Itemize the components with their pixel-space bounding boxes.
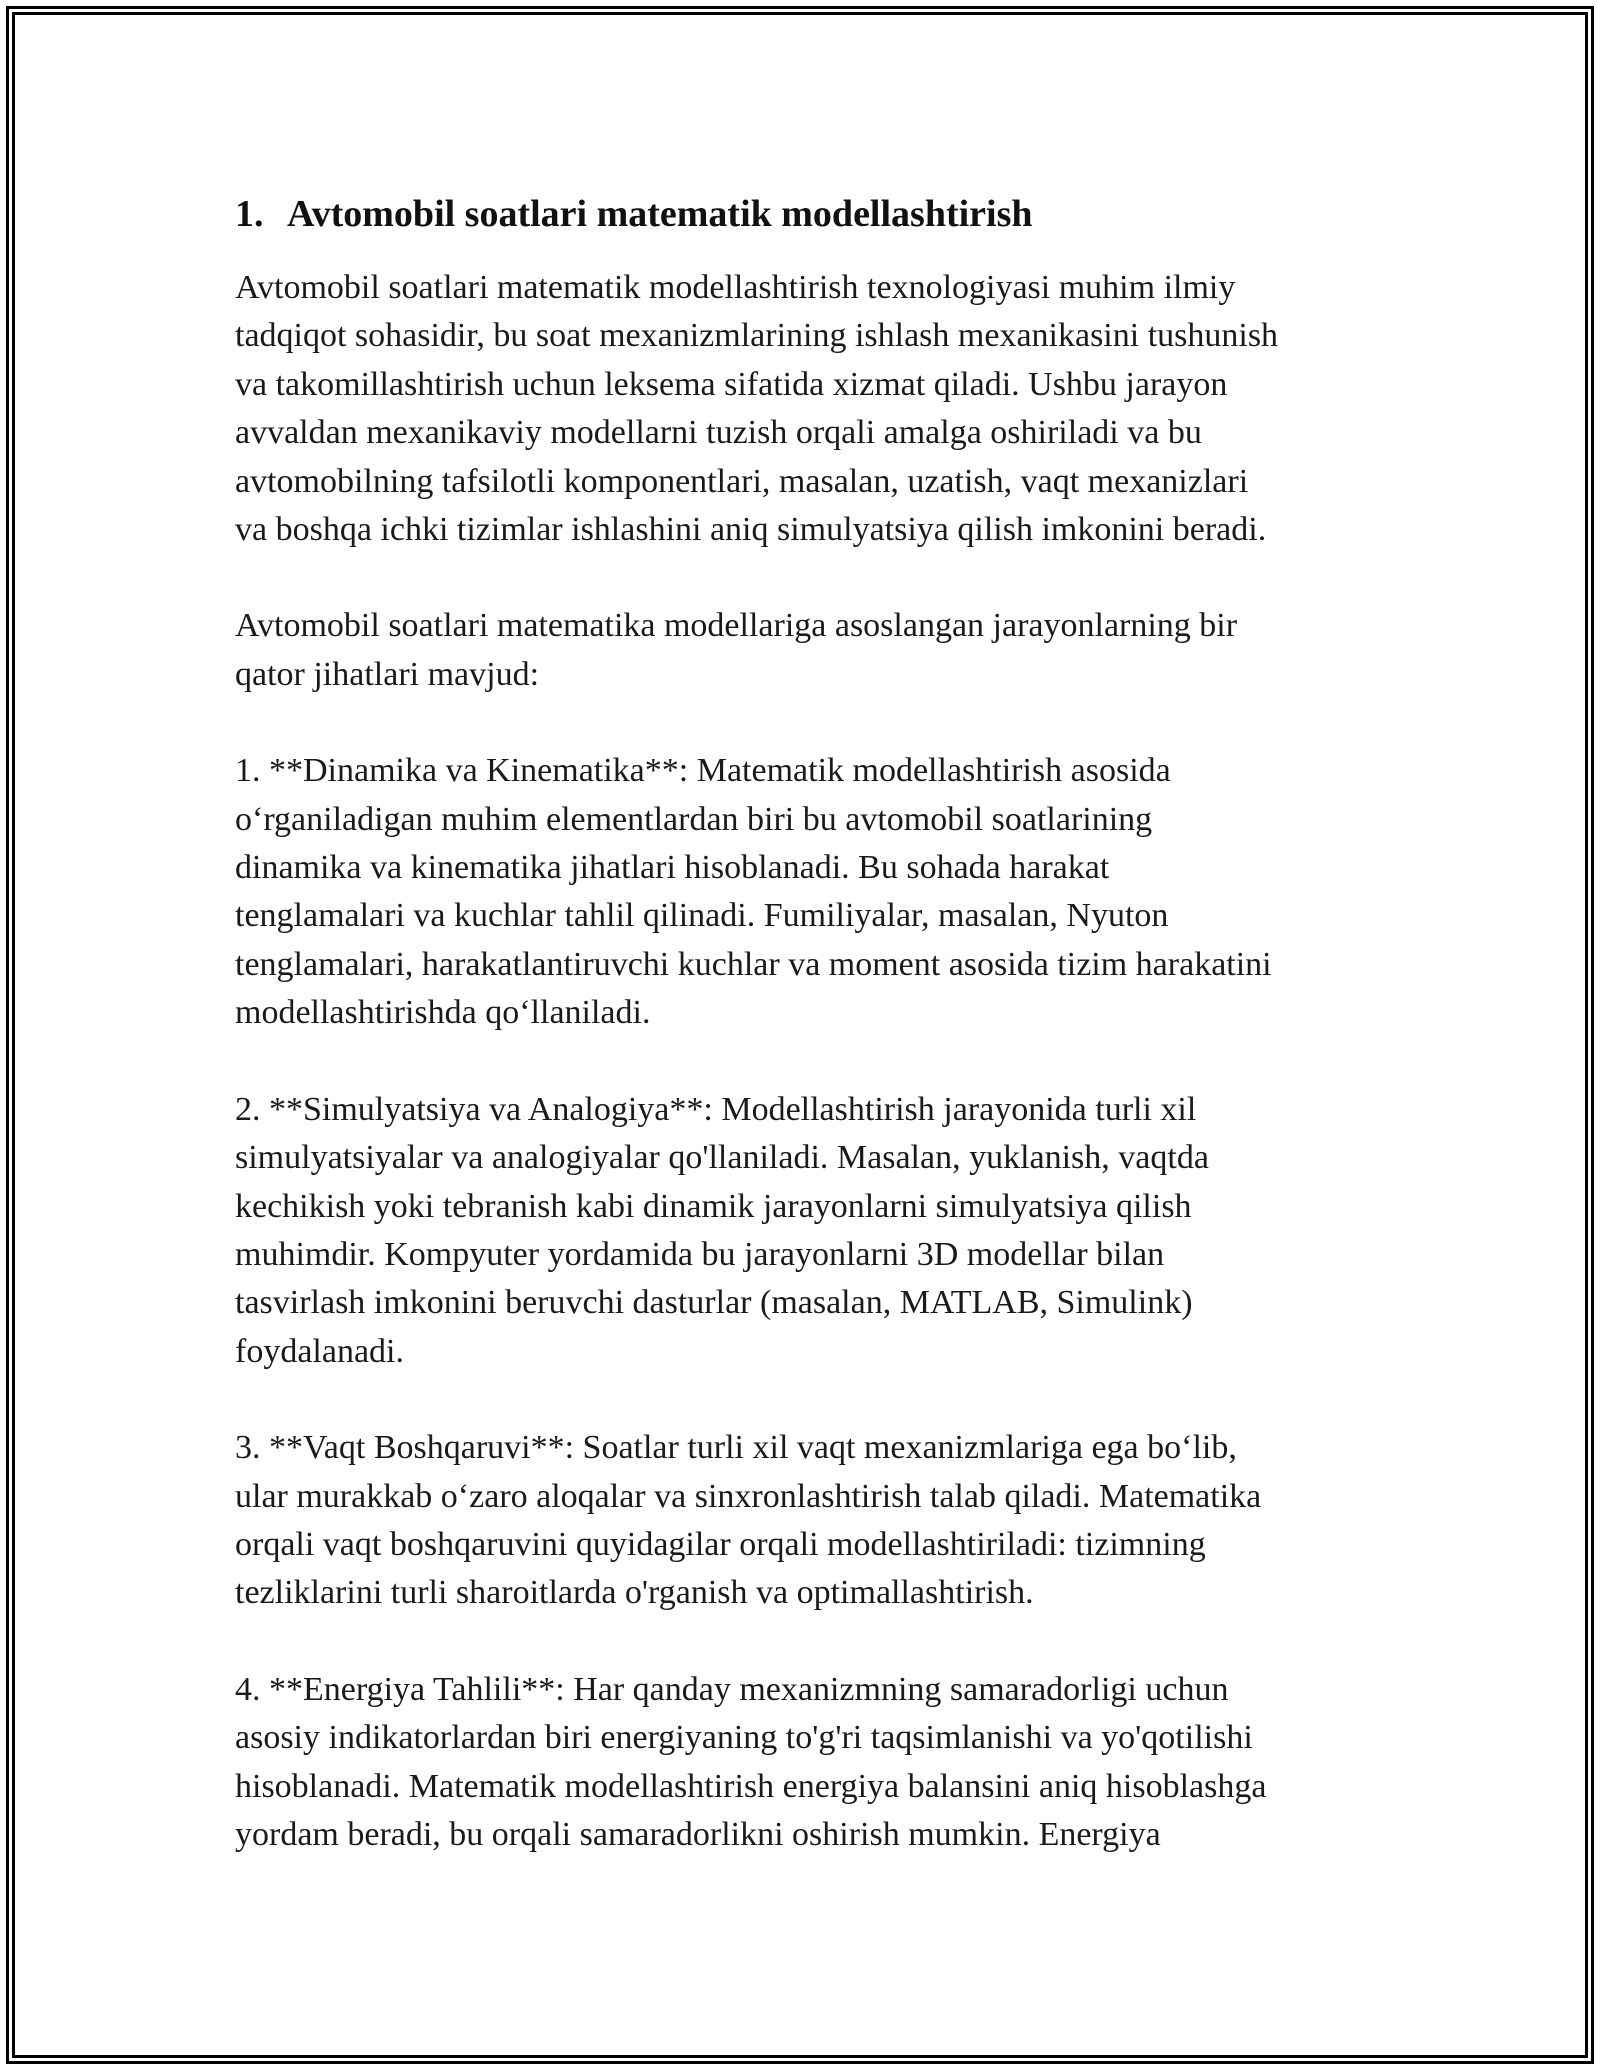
text-line: 1. **Dinamika va Kinematika**: Matematik modellashtirish asosida — [235, 752, 1171, 790]
text-line: yordam beradi, bu orqali samaradorlikni oshirish mumkin. Energiya — [235, 1815, 1161, 1853]
text-line: oʻrganiladigan muhim elementlardan biri bu avtomobil soatlarining — [235, 800, 1153, 838]
text-line: simulyatsiyalar va analogiyalar qo'llaniladi. Masalan, yuklanish, vaqtda — [235, 1139, 1209, 1177]
text-line: tasvirlash imkonini beruvchi dasturlar (masalan, MATLAB, Simulink) — [235, 1284, 1193, 1322]
text-line: kechikish yoki tebranish kabi dinamik jarayonlarni simulyatsiya qilish — [235, 1187, 1192, 1225]
section-number: 1. — [235, 193, 264, 235]
paragraph-intro — [235, 264, 1365, 554]
text-line: Avtomobil soatlari matematik modellashtirish texnologiyasi muhim ilmiy — [235, 269, 1236, 306]
text-line: avvaldan mexanikaviy modellarni tuzish orqali amalga oshiriladi va bu — [235, 414, 1202, 452]
text-line: hisoblanadi. Matematik modellashtirish energiya balansini aniq hisoblashga — [235, 1767, 1267, 1805]
text-line: orqali vaqt boshqaruvini quyidagilar orqali modellashtiriladi: tizimning — [235, 1525, 1206, 1563]
text-line: muhimdir. Kompyuter yordamida bu jarayonlarni 3D modellar bilan — [235, 1235, 1165, 1273]
text-line: va boshqa ichki tizimlar ishlashini aniq simulyatsiya qilish imkonini beradi. — [235, 511, 1267, 549]
text-line: qator jihatlari mavjud: — [235, 655, 540, 693]
document-body — [235, 186, 1365, 1907]
paragraph-aspects-intro — [235, 602, 1365, 699]
text-line: modellashtirishda qoʻllaniladi. — [235, 994, 651, 1032]
text-line: tenglamalari, harakatlantiruvchi kuchlar va moment asosida tizim harakatini — [235, 945, 1272, 983]
section-heading — [235, 186, 1365, 242]
text-line: asosiy indikatorlardan biri energiyaning to'g'ri taqsimlanishi va yo'qotilishi — [235, 1719, 1253, 1757]
text-line: tenglamalari va kuchlar tahlil qilinadi. Fumiliyalar, masalan, Nyuton — [235, 897, 1169, 935]
text-line: 4. **Energiya Tahlili**: Har qanday mexanizmning samaradorligi uchun — [235, 1670, 1229, 1708]
text-line: tezliklarini turli sharoitlarda o'rganish va optimallashtirish. — [235, 1574, 1034, 1612]
text-line: ular murakkab oʻzaro aloqalar va sinxronlashtirish talab qiladi. Matematika — [235, 1477, 1262, 1515]
paragraph-item-time-control — [235, 1424, 1365, 1618]
paragraph-item-simulation — [235, 1086, 1365, 1376]
paragraph-item-energy — [235, 1666, 1365, 1860]
text-line: 3. **Vaqt Boshqaruvi**: Soatlar turli xil vaqt mexanizmlariga ega boʻlib, — [235, 1429, 1237, 1467]
text-line: Avtomobil soatlari matematika modellariga asoslangan jarayonlarning bir — [235, 607, 1238, 645]
text-line: va takomillashtirish uchun leksema sifatida xizmat qiladi. Ushbu jarayon — [235, 365, 1228, 403]
text-line: tadqiqot sohasidir, bu soat mexanizmlarining ishlash mexanikasini tushunish — [235, 317, 1279, 355]
text-line: 2. **Simulyatsiya va Analogiya**: Modellashtirish jarayonida turli xil — [235, 1090, 1197, 1128]
text-line: dinamika va kinematika jihatlari hisoblanadi. Bu sohada harakat — [235, 849, 1110, 887]
text-line: avtomobilning tafsilotli komponentlari, masalan, uzatish, vaqt mexanizlari — [235, 462, 1249, 500]
section-title: Avtomobil soatlari matematik modellashtirish — [287, 193, 1033, 235]
text-line: foydalanadi. — [235, 1332, 404, 1370]
paragraph-item-dynamics — [235, 747, 1365, 1037]
